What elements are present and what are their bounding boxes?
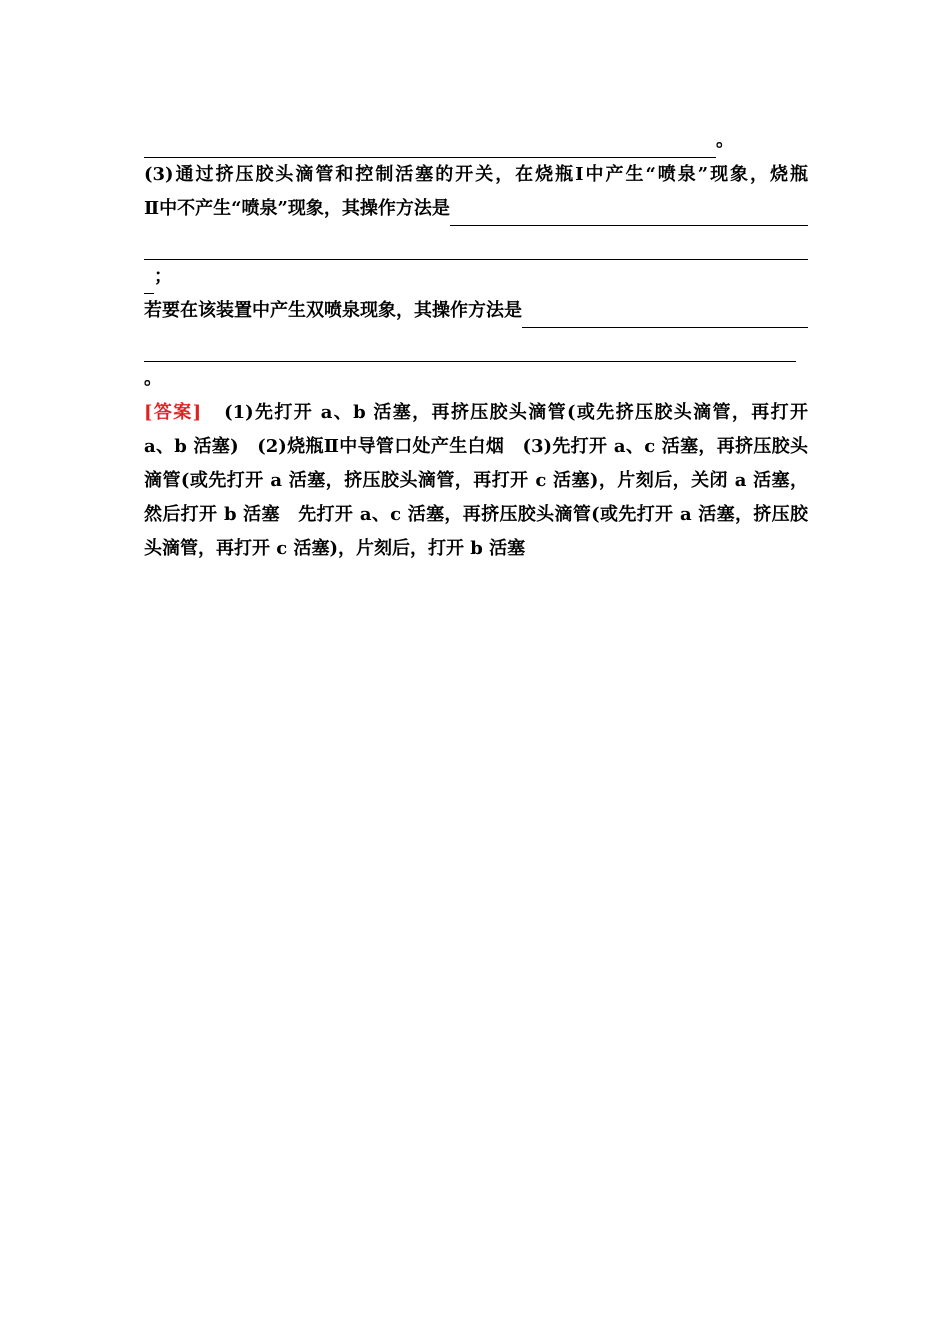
punctuation-semicolon: ；	[154, 266, 172, 287]
question-part3-text-1: (3)通过挤压胶头滴管和控制活塞的开关，在烧瓶Ⅰ中产生“喷泉”现象，烧瓶	[144, 164, 808, 185]
question-part3-text-2: Ⅱ中不产生“喷泉”现象，其操作方法是	[144, 198, 450, 219]
answer-blank	[144, 134, 716, 158]
answer-text-3: 滴管(或先打开 a 活塞，挤压胶头滴管，再打开 c 活塞)，片刻后，关闭 a 活塞，	[144, 470, 808, 491]
answer-blank-line-full	[144, 226, 808, 260]
answer-blank-line-1	[144, 124, 808, 158]
answer-blank	[450, 202, 808, 226]
question-content	[144, 124, 808, 566]
answer-text-5: 头滴管，再打开 c 活塞)，片刻后，打开 b 活塞	[144, 538, 526, 559]
answer-text-1-body: (1)先打开 a、b 活塞，再挤压胶头滴管(或先挤压胶头滴管，再打开	[224, 402, 808, 423]
double-fountain-end-line	[144, 362, 808, 396]
answer-blank-line-2	[144, 328, 808, 362]
answer-line-1	[144, 396, 808, 430]
answer-label: [答案]	[144, 402, 202, 423]
answer-blank	[522, 304, 808, 328]
answer-line-4	[144, 498, 808, 532]
answer-blank-line-short	[144, 260, 808, 294]
answer-blank	[144, 236, 808, 260]
punctuation-period: 。	[144, 368, 162, 389]
double-fountain-line	[144, 294, 808, 328]
answer-text-4: 然后打开 b 活塞 先打开 a、c 活塞，再挤压胶头滴管(或先打开 a 活塞，挤压胶	[144, 504, 808, 525]
question-part3-line2	[144, 192, 808, 226]
answer-text-1	[144, 396, 808, 430]
answer-line-5	[144, 532, 808, 566]
answer-line-2	[144, 430, 808, 464]
answer-blank	[144, 338, 796, 362]
double-fountain-prompt: 若要在该装置中产生双喷泉现象，其操作方法是	[144, 300, 522, 321]
answer-line-3	[144, 464, 808, 498]
answer-blank	[144, 270, 154, 294]
answer-text-2: a、b 活塞) (2)烧瓶Ⅱ中导管口处产生白烟 (3)先打开 a、c 活塞，再挤压胶头	[144, 436, 808, 457]
punctuation-period: 。	[716, 130, 734, 151]
question-part3-line1	[144, 158, 808, 192]
